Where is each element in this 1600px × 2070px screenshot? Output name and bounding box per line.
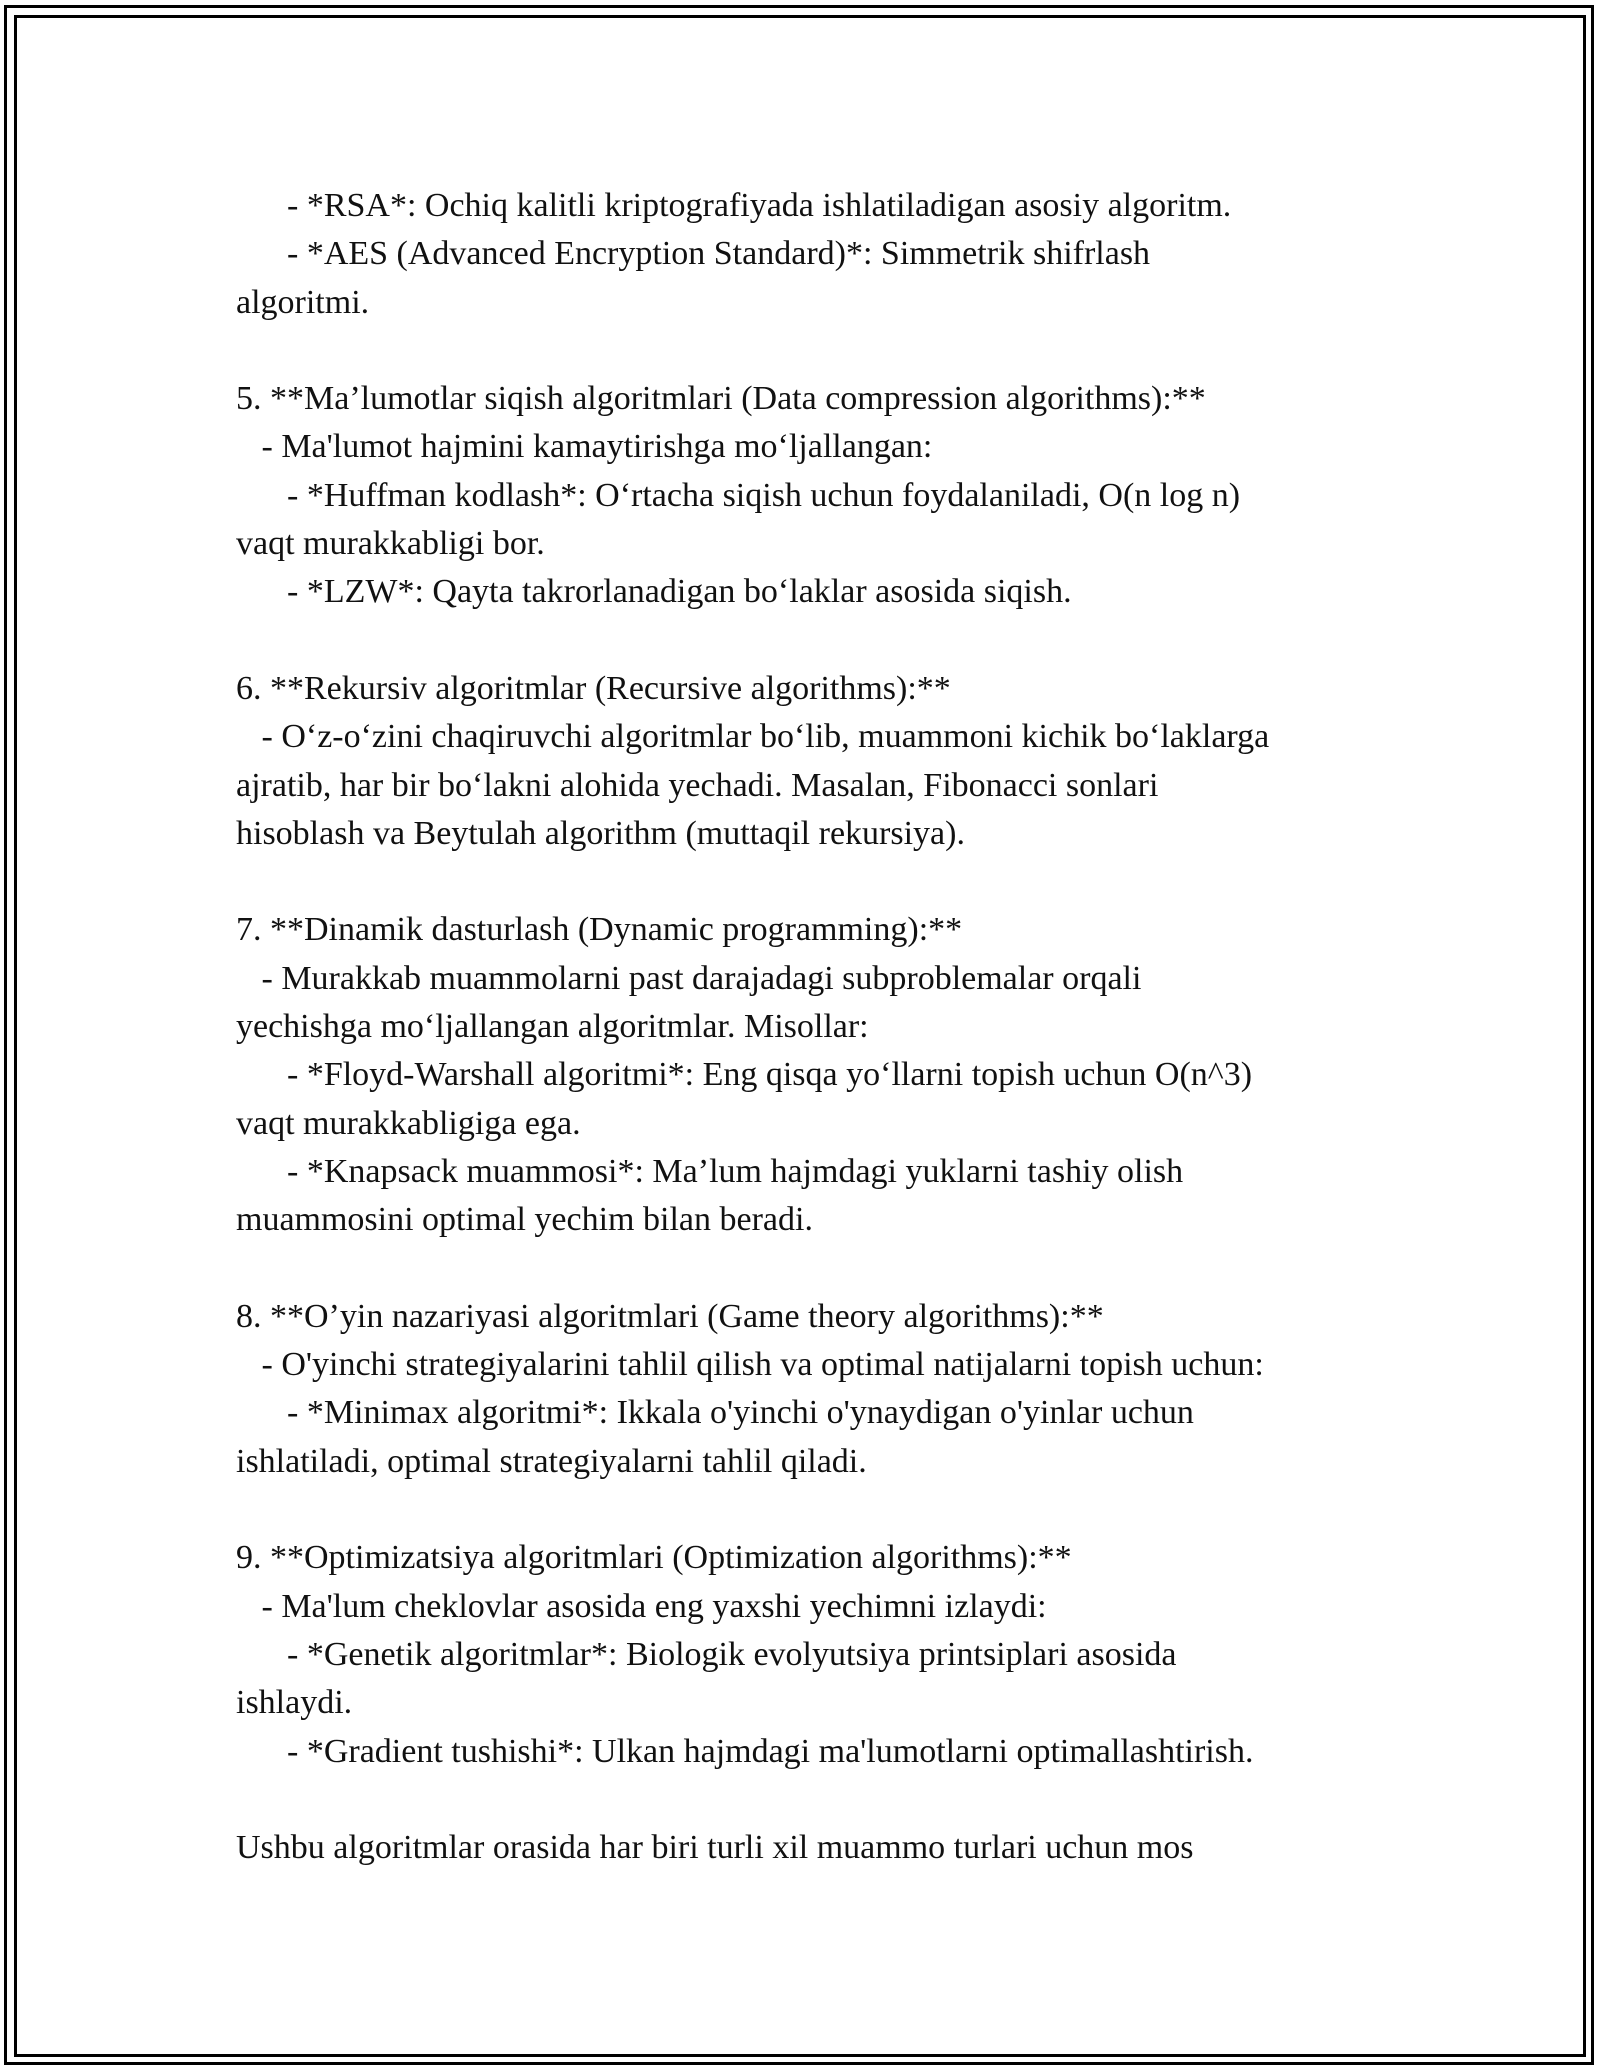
text-line: 5. **Ma’lumotlar siqish algoritmlari (Data compression algorithms):** (236, 380, 1206, 418)
blank-line (236, 1486, 1376, 1534)
text-line: muammosini optimal yechim bilan beradi. (236, 1201, 813, 1239)
text-line: - *Floyd-Warshall algoritmi*: Eng qisqa yo‘llarni topish uchun O(n^3) (236, 1056, 1253, 1094)
text-line: - Ma'lumot hajmini kamaytirishga mo‘ljallangan: (236, 428, 933, 466)
document-body (236, 182, 1376, 1872)
blank-line (236, 1776, 1376, 1824)
text-line: - *Minimax algoritmi*: Ikkala o'yinchi o'ynaydigan o'yinlar uchun (236, 1394, 1194, 1432)
text-line: hisoblash va Beytulah algorithm (muttaqil rekursiya). (236, 814, 965, 852)
text-line: ishlaydi. (236, 1684, 353, 1722)
text-line: - *AES (Advanced Encryption Standard)*: Simmetrik shifrlash (236, 235, 1151, 273)
blank-line (236, 327, 1376, 375)
text-line: - O'yinchi strategiyalarini tahlil qilish va optimal natijalarni topish uchun: (236, 1346, 1264, 1384)
text-line: Ushbu algoritmlar orasida har biri turli xil muammo turlari uchun mos (236, 1829, 1194, 1867)
text-line: - Murakkab muammolarni past darajadagi subproblemalar orqali (236, 959, 1142, 997)
text-line: vaqt murakkabligiga ega. (236, 1104, 581, 1142)
text-line: 9. **Optimizatsiya algoritmlari (Optimization algorithms):** (236, 1539, 1072, 1577)
text-line: 7. **Dinamik dasturlash (Dynamic programming):** (236, 911, 963, 949)
text-line: vaqt murakkabligi bor. (236, 525, 545, 563)
text-line: - *LZW*: Qayta takrorlanadigan bo‘laklar asosida siqish. (236, 573, 1072, 611)
text-line: - *Knapsack muammosi*: Ma’lum hajmdagi yuklarni tashiy olish (236, 1152, 1184, 1190)
blank-line (236, 858, 1376, 906)
text-line: - *Gradient tushishi*: Ulkan hajmdagi ma'lumotlarni optimallashtirish. (236, 1732, 1254, 1770)
text-line: - *Genetik algoritmlar*: Biologik evolyutsiya printsiplari asosida (236, 1635, 1177, 1673)
text-line: 6. **Rekursiv algoritmlar (Recursive algorithms):** (236, 669, 951, 707)
text-line: - O‘z-o‘zini chaqiruvchi algoritmlar bo‘lib, muammoni kichik bo‘laklarga (236, 718, 1270, 756)
text-line: ajratib, har bir bo‘lakni alohida yechadi. Masalan, Fibonacci sonlari (236, 766, 1159, 804)
blank-line (236, 617, 1376, 665)
text-line: - Ma'lum cheklovlar asosida eng yaxshi yechimni izlaydi: (236, 1587, 1047, 1625)
text-line: yechishga mo‘ljallangan algoritmlar. Misollar: (236, 1008, 869, 1046)
text-line: 8. **O’yin nazariyasi algoritmlari (Game theory algorithms):** (236, 1297, 1104, 1335)
text-line: - *RSA*: Ochiq kalitli kriptografiyada ishlatiladigan asosiy algoritm. (236, 187, 1232, 224)
text-line: algoritmi. (236, 283, 370, 321)
text-line: ishlatiladi, optimal strategiyalarni tahlil qiladi. (236, 1442, 867, 1480)
blank-line (236, 1245, 1376, 1293)
text-line: - *Huffman kodlash*: O‘rtacha siqish uchun foydalaniladi, O(n log n) (236, 476, 1241, 514)
